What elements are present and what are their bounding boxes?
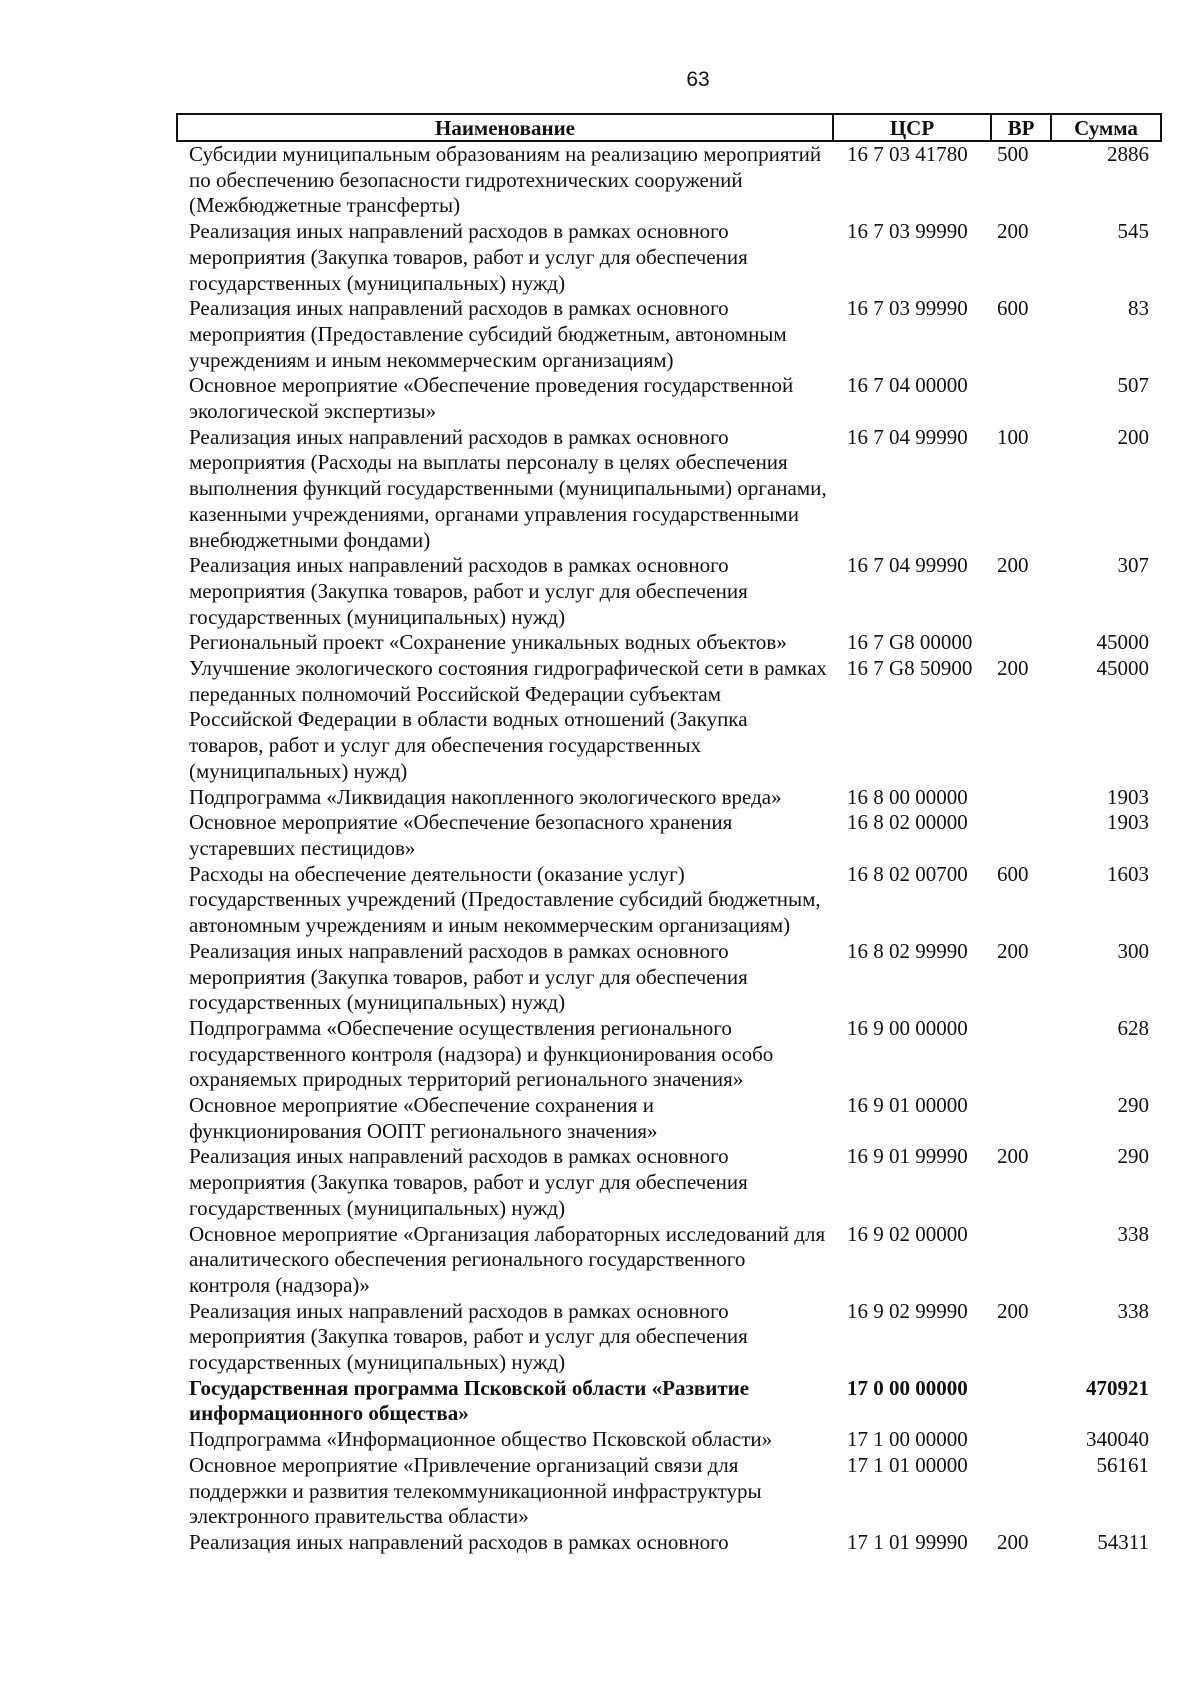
row-name-cell: Основное мероприятие «Обеспечение безопасного хранения устаревших пестицидов» bbox=[189, 810, 733, 860]
row-csr-cell: 16 7 04 00000 bbox=[847, 373, 968, 398]
table-row bbox=[177, 553, 1161, 630]
table-row bbox=[177, 1016, 1161, 1093]
row-csr-cell: 16 9 02 00000 bbox=[847, 1221, 968, 1246]
row-name-cell: Основное мероприятие «Привлечение организаций связи для поддержки и развития телекоммуникационной инфраструктуры электронного правительства области» bbox=[189, 1452, 762, 1529]
row-csr-cell: 16 7 04 99990 bbox=[847, 424, 968, 449]
row-name-cell: Улучшение экологического состояния гидрографической сети в рамках переданных полномочий Российской Федерации субъектам Российской Федерации в области водных отношений (Закупка товаров, работ и услуг для обеспечения государственных (муниципальных) нужд) bbox=[189, 656, 827, 783]
row-csr-cell: 16 7 G8 50900 bbox=[847, 656, 973, 681]
header-csr: ЦСР bbox=[833, 114, 991, 141]
row-sum-cell: 54311 bbox=[1097, 1529, 1149, 1554]
row-sum-cell: 2886 bbox=[1107, 142, 1149, 166]
row-vr-cell: 200 bbox=[997, 938, 1029, 963]
row-sum-cell: 1603 bbox=[1107, 861, 1149, 886]
table-row bbox=[177, 656, 1161, 785]
table-body bbox=[177, 141, 1161, 1556]
row-vr-cell: 200 bbox=[997, 1144, 1029, 1169]
row-csr-cell: 16 8 00 00000 bbox=[847, 784, 968, 809]
row-name-cell: Основное мероприятие «Обеспечение сохранения и функционирования ООПТ регионального значения» bbox=[189, 1093, 658, 1143]
table-header bbox=[177, 114, 1161, 141]
table-row bbox=[177, 425, 1161, 554]
row-vr-cell: 200 bbox=[997, 553, 1029, 578]
row-vr-cell: 500 bbox=[997, 142, 1029, 166]
row-vr-cell bbox=[991, 1427, 1051, 1453]
table-row bbox=[177, 785, 1161, 811]
table-row bbox=[177, 1453, 1161, 1530]
row-name-cell: Подпрограмма «Ликвидация накопленного экологического вреда» bbox=[189, 784, 782, 809]
table-row bbox=[177, 630, 1161, 656]
row-vr-cell: 200 bbox=[997, 1298, 1029, 1323]
row-vr-cell bbox=[991, 1376, 1051, 1427]
row-name-cell: Реализация иных направлений расходов в рамках основного мероприятия (Предоставление субсидий бюджетным, автономным учреждениям и иным некоммерческим организациям) bbox=[189, 296, 787, 372]
row-vr-cell bbox=[991, 373, 1051, 424]
row-csr-cell: 16 9 00 00000 bbox=[847, 1015, 968, 1040]
table-row bbox=[177, 296, 1161, 373]
header-row bbox=[177, 114, 1161, 141]
row-sum-cell: 1903 bbox=[1107, 784, 1149, 809]
row-vr-cell bbox=[991, 1222, 1051, 1299]
row-csr-cell: 16 7 03 99990 bbox=[847, 296, 968, 321]
row-name-cell: Подпрограмма «Обеспечение осуществления регионального государственного контроля (надзора) и функционирования особо охраняемых природных территорий регионального значения» bbox=[189, 1015, 774, 1092]
row-sum-cell: 290 bbox=[1117, 1093, 1149, 1118]
row-vr-cell: 100 bbox=[997, 424, 1029, 449]
budget-table bbox=[176, 113, 1162, 1556]
row-sum-cell: 83 bbox=[1128, 296, 1149, 321]
table-row bbox=[177, 219, 1161, 296]
row-name-cell: Подпрограмма «Информационное общество Псковской области» bbox=[189, 1427, 773, 1452]
row-name-cell: Основное мероприятие «Организация лабораторных исследований для аналитического обеспечения регионального государственного контроля (надзора)» bbox=[189, 1221, 826, 1297]
row-sum-cell: 300 bbox=[1117, 938, 1149, 963]
row-sum-cell: 628 bbox=[1117, 1015, 1149, 1040]
row-csr-cell: 16 9 02 99990 bbox=[847, 1298, 968, 1323]
row-name-cell: Реализация иных направлений расходов в рамках основного мероприятия (Закупка товаров, работ и услуг для обеспечения государственных (муниципальных) нужд) bbox=[189, 1298, 748, 1375]
row-csr-cell: 16 7 04 99990 bbox=[847, 553, 968, 578]
row-vr-cell: 200 bbox=[997, 219, 1029, 244]
row-vr-cell bbox=[991, 1016, 1051, 1093]
row-csr-cell: 16 9 01 99990 bbox=[847, 1144, 968, 1169]
row-sum-cell: 307 bbox=[1117, 553, 1149, 578]
row-sum-cell: 338 bbox=[1117, 1221, 1149, 1246]
row-name-cell: Государственная программа Псковской области «Развитие информационного общества» bbox=[189, 1375, 750, 1426]
row-name-cell: Реализация иных направлений расходов в рамках основного мероприятия (Закупка товаров, работ и услуг для обеспечения государственных (муниципальных) нужд) bbox=[189, 553, 748, 629]
row-vr-cell bbox=[991, 785, 1051, 811]
row-vr-cell: 600 bbox=[997, 296, 1029, 321]
row-vr-cell: 200 bbox=[997, 656, 1029, 681]
table-row bbox=[177, 373, 1161, 424]
table-row bbox=[177, 1530, 1161, 1556]
header-vr: ВР bbox=[991, 114, 1051, 141]
row-sum-cell: 1903 bbox=[1107, 810, 1149, 835]
row-name-cell: Расходы на обеспечение деятельности (оказание услуг) государственных учреждений (Предоставление субсидий бюджетным, автономным учреждениям и иным некоммерческим организациям) bbox=[189, 861, 821, 938]
row-csr-cell: 17 1 01 00000 bbox=[847, 1452, 968, 1477]
row-csr-cell: 16 8 02 00700 bbox=[847, 861, 968, 886]
row-csr-cell: 16 9 01 00000 bbox=[847, 1093, 968, 1118]
row-name-cell: Реализация иных направлений расходов в рамках основного мероприятия (Закупка товаров, работ и услуг для обеспечения государственных (муниципальных) нужд) bbox=[189, 1144, 748, 1220]
table-row bbox=[177, 862, 1161, 939]
header-sum: Сумма bbox=[1051, 114, 1161, 141]
row-sum-cell: 507 bbox=[1117, 373, 1149, 398]
table-row bbox=[177, 810, 1161, 861]
row-sum-cell: 200 bbox=[1117, 424, 1149, 449]
row-sum-cell: 290 bbox=[1117, 1144, 1149, 1169]
row-vr-cell bbox=[991, 810, 1051, 861]
table-row bbox=[177, 1299, 1161, 1376]
row-sum-cell: 545 bbox=[1117, 219, 1149, 244]
table-row bbox=[177, 141, 1161, 219]
row-name-cell: Реализация иных направлений расходов в рамках основного мероприятия (Закупка товаров, работ и услуг для обеспечения государственных (муниципальных) нужд) bbox=[189, 938, 748, 1015]
row-vr-cell: 200 bbox=[997, 1529, 1029, 1554]
row-name-cell: Реализация иных направлений расходов в рамках основного мероприятия (Расходы на выплаты персоналу в целях обеспечения выполнения функций государственными (муниципальными) органами, казенными учреждениями, органами управления государственными внебюджетными фондами) bbox=[189, 424, 827, 552]
row-csr-cell: 16 7 03 99990 bbox=[847, 219, 968, 244]
table-row bbox=[177, 939, 1161, 1016]
row-sum-cell: 45000 bbox=[1096, 630, 1149, 655]
row-csr-cell: 16 8 02 00000 bbox=[847, 810, 968, 835]
row-vr-cell: 600 bbox=[997, 861, 1029, 886]
header-name: Наименование bbox=[177, 114, 833, 141]
row-csr-cell: 16 7 G8 00000 bbox=[847, 630, 973, 655]
row-name-cell: Основное мероприятие «Обеспечение проведения государственной экологической экспертизы» bbox=[189, 373, 794, 424]
row-vr-cell bbox=[991, 1453, 1051, 1530]
row-sum-cell: 340040 bbox=[1086, 1427, 1149, 1452]
table-row bbox=[177, 1376, 1161, 1427]
table-row bbox=[177, 1144, 1161, 1221]
row-csr-cell: 17 1 00 00000 bbox=[847, 1427, 968, 1452]
table-row bbox=[177, 1222, 1161, 1299]
row-name-cell: Реализация иных направлений расходов в рамках основного bbox=[189, 1529, 729, 1554]
row-vr-cell bbox=[991, 630, 1051, 656]
row-name-cell: Субсидии муниципальным образованиям на реализацию мероприятий по обеспечению безопасности гидротехнических сооружений (Межбюджетные трансферты) bbox=[189, 142, 822, 218]
row-name-cell: Региональный проект «Сохранение уникальных водных объектов» bbox=[189, 630, 787, 655]
row-csr-cell: 17 1 01 99990 bbox=[847, 1529, 968, 1554]
row-csr-cell: 17 0 00 00000 bbox=[847, 1375, 968, 1400]
row-sum-cell: 470921 bbox=[1086, 1375, 1149, 1400]
row-sum-cell: 45000 bbox=[1096, 656, 1149, 681]
page-number: 63 bbox=[686, 68, 710, 91]
table-row bbox=[177, 1427, 1161, 1453]
table-row bbox=[177, 1093, 1161, 1144]
row-vr-cell bbox=[991, 1093, 1051, 1144]
row-sum-cell: 56161 bbox=[1096, 1452, 1149, 1477]
row-name-cell: Реализация иных направлений расходов в рамках основного мероприятия (Закупка товаров, работ и услуг для обеспечения государственных (муниципальных) нужд) bbox=[189, 219, 748, 295]
row-sum-cell: 338 bbox=[1117, 1298, 1149, 1323]
row-csr-cell: 16 8 02 99990 bbox=[847, 938, 968, 963]
row-csr-cell: 16 7 03 41780 bbox=[847, 142, 968, 166]
